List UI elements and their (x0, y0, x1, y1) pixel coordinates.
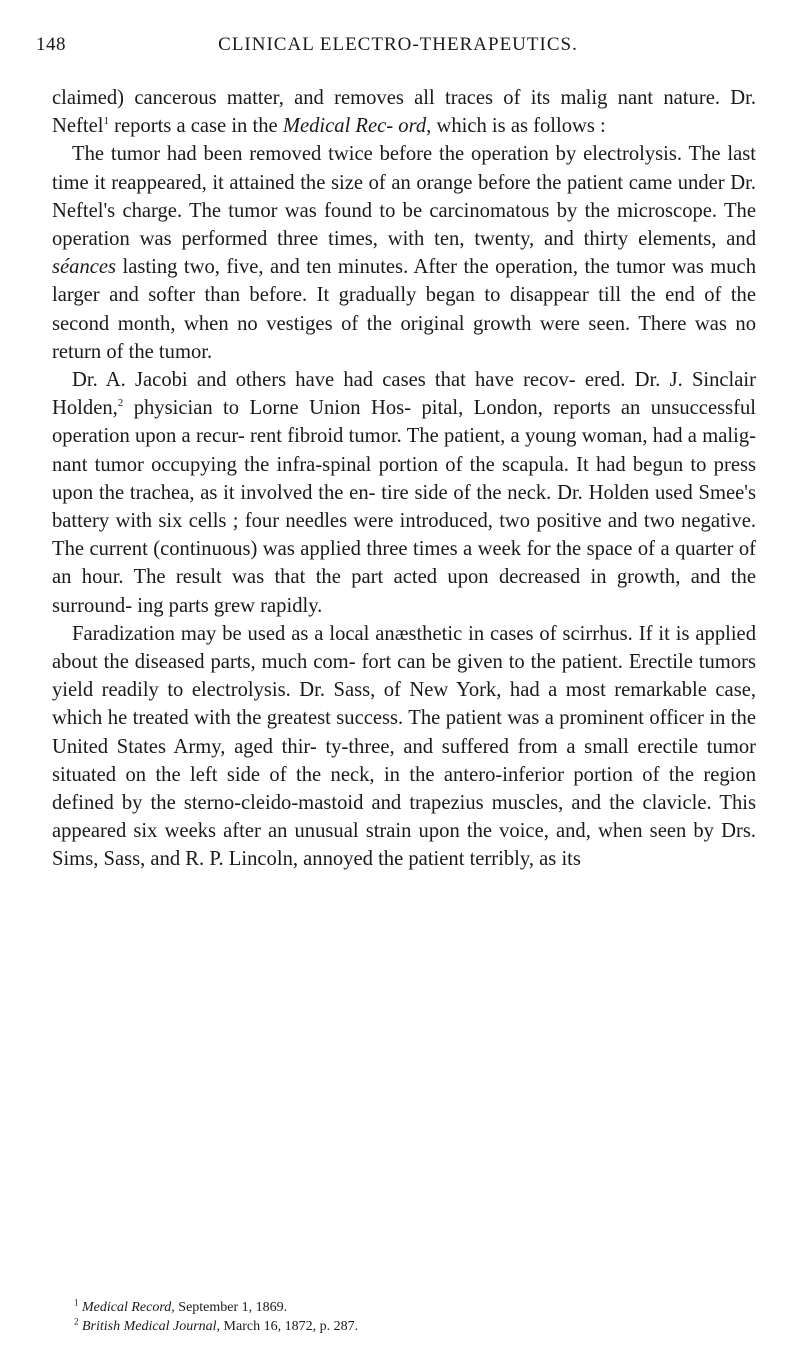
running-title: CLINICAL ELECTRO-THERAPEUTICS. (218, 34, 578, 55)
running-header (36, 34, 760, 56)
footnote-2-source: British Medical Journal (82, 1319, 217, 1334)
footnotes (52, 1298, 756, 1336)
paragraph-1-text-a: claimed) cancerous matter, and removes all traces of its malig nant nature. Dr. Neftel (52, 87, 756, 138)
paragraph-2 (52, 140, 756, 366)
paragraph-3 (52, 366, 756, 620)
paragraph-2-text-a: The tumor had been removed twice before the operation by electrolysis. The last time it reappeared, it attained the size of an orange before the patient came under Dr. Neftel's charge. The tumor was found to be carcinomatous by the microscope. The operation was performed three times, with ten, twenty, and thirty elements, and (52, 143, 756, 251)
footnote-1-mark: 1 (74, 1297, 79, 1308)
seances-italic: séances (52, 256, 117, 279)
footnote-2-detail: , March 16, 1872, p. 287. (216, 1319, 359, 1334)
footnote-ref-2: 2 (117, 397, 124, 410)
footnote-ref-1: 1 (103, 115, 109, 128)
paragraph-2-text-b: lasting two, five, and ten minutes. After the operation, the tumor was much larger and softer than before. It gradually began to disappear till the end of the second month, when no vestiges of the original growth were seen. There was no return of the tumor. (52, 256, 756, 363)
footnote-2 (52, 1317, 756, 1336)
paragraph-3-text-b: physician to Lorne Union Hos- pital, London, reports an unsuccessful operation upon a recur- rent fibroid tumor. The patient, a young woman, had a malig- nant tumor occupying the infra-spinal portion of the scapula. It had begun to press upon the trachea, as it involved the en- tire side of the neck. Dr. Holden used Smee's battery with six cells ; four needles were introduced, two positive and two negative. The current (continuous) was applied three times a week for the space of a quarter of an hour. The result was that the part acted upon decreased in growth, and the surround- ing parts grew rapidly. (52, 397, 756, 617)
paragraph-1-text-b: reports a case in the (108, 115, 283, 138)
paragraph-1-text-c: , which is as follows : (426, 115, 606, 138)
paragraph-1 (52, 84, 756, 140)
paragraph-3-text-a: Dr. A. Jacobi and others have had cases that have recov- ered. Dr. J. Sinclair Holden, (52, 369, 756, 420)
footnote-1-detail: , September 1, 1869. (171, 1300, 288, 1315)
footnote-1-source: Medical Record (82, 1300, 172, 1315)
paragraph-4: Faradization may be used as a local anæsthetic in cases of scirrhus. If it is applied about the diseased parts, much com- fort can be given to the patient. Erectile tumors yield readily to electrolysis. Dr. Sass, of New York, had a most remarkable case, which he treated with the greatest success. The patient was a prominent officer in the United States Army, aged thir- ty-three, and suffered from a small erectile tumor situated on the left side of the neck, in the antero-inferior portion of the region defined by the sterno-cleido-mastoid and trapezius muscles, and the clavicle. This appeared six weeks after an unusual strain upon the voice, and, when seen by Drs. Sims, Sass, and R. P. Lincoln, annoyed the patient terribly, as its (52, 622, 756, 871)
footnote-2-mark: 2 (74, 1316, 79, 1327)
body-text (52, 84, 756, 874)
footnote-1 (52, 1298, 756, 1317)
journal-title-italic: Medical Rec- ord (282, 115, 427, 138)
page-number: 148 (36, 34, 66, 55)
